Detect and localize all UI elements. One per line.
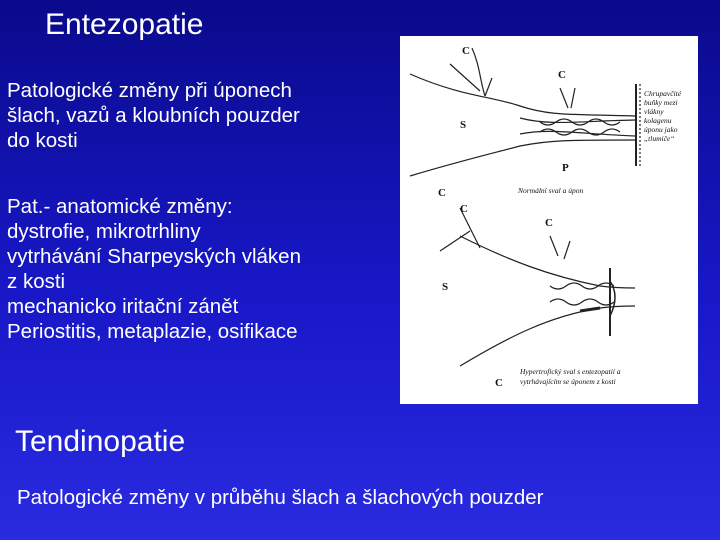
side-note-line: vlákny xyxy=(644,107,664,116)
caption-hypertrophic-line: vytrhávajícím se úponem z kosti xyxy=(520,377,616,386)
side-note-line: úponu jako xyxy=(644,125,678,134)
slide-title: Entezopatie xyxy=(45,8,204,41)
definition-text: Patologické změny při úponech šlach, vazů a kloubních pouzder do kosti xyxy=(7,79,300,152)
label-c: C xyxy=(460,203,468,215)
label-p: P xyxy=(562,162,569,174)
caption-normal: Normální sval a úpon xyxy=(518,186,584,195)
hypertrophic-insertion-diagram xyxy=(440,208,635,366)
label-c: C xyxy=(558,69,566,81)
section-title: Tendinopatie xyxy=(15,425,186,458)
label-c: C xyxy=(438,187,446,199)
side-note-line: kolagenu xyxy=(644,116,672,125)
side-note-line: Chrupavčité xyxy=(644,89,682,98)
side-note-line: buňky mezi xyxy=(644,98,678,107)
label-c: C xyxy=(495,377,503,389)
label-s: S xyxy=(460,119,467,131)
tendinopathy-definition: Patologické změny v průběhu šlach a šlachových pouzder xyxy=(17,486,544,509)
pathology-list: Pat.- anatomické změny: dystrofie, mikrotrhliny vytrhávání Sharpeyských vláken z kosti mechanicko iritační zánět Periostitis, metaplazie, osifikace xyxy=(7,195,301,343)
side-note-line: „tlumiče“ xyxy=(644,134,675,143)
label-c: C xyxy=(545,217,553,229)
enthesopathy-diagram xyxy=(400,36,698,404)
label-c: C xyxy=(462,45,470,57)
caption-hypertrophic-line: Hypertrofický sval s entezopatií a xyxy=(520,367,621,376)
diagram-svg xyxy=(400,36,698,404)
label-s: S xyxy=(442,281,449,293)
normal-insertion-diagram xyxy=(410,48,640,176)
